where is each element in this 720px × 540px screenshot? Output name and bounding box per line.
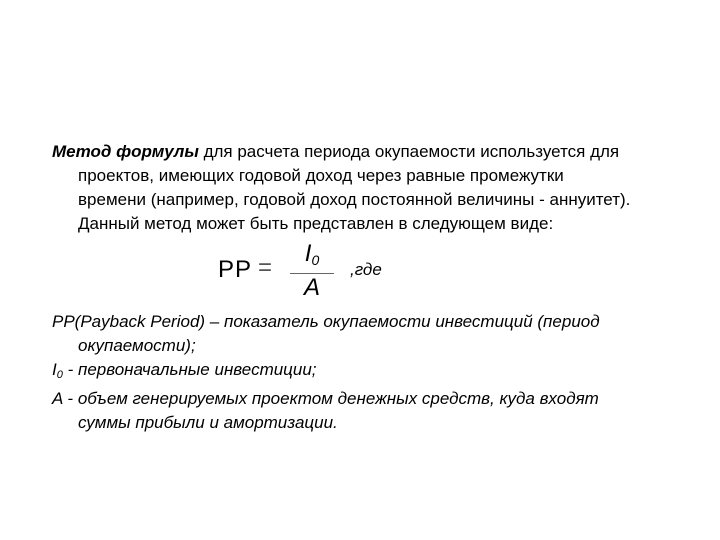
formula-equals: = bbox=[258, 254, 273, 281]
intro-line-2: проектов, имеющих годовой доход через равные промежутки bbox=[78, 166, 564, 185]
intro-line-3: времени (например, годовой доход постоянной величины - аннуитет). bbox=[78, 190, 631, 209]
def-a-line-1: A - объем генерируемых проектом денежных средств, куда входят bbox=[52, 389, 599, 408]
formula-numerator-subscript: 0 bbox=[311, 252, 320, 268]
intro-line-1 bbox=[52, 140, 692, 164]
definitions-list bbox=[52, 310, 692, 435]
def-a-line-2: суммы прибыли и амортизации. bbox=[78, 413, 338, 432]
formula-numerator bbox=[288, 240, 336, 268]
intro-line-1-rest: для расчета периода окупаемости используется для bbox=[198, 142, 620, 161]
formula-numerator-letter: I bbox=[304, 240, 312, 267]
def-pp-line-1: PP(Payback Period) – показатель окупаемости инвестиций (период bbox=[52, 312, 600, 331]
formula-where-label: ,где bbox=[350, 260, 382, 279]
method-title: Метод формулы bbox=[52, 142, 199, 161]
intro-line-4: Данный метод может быть представлен в следующем виде: bbox=[78, 214, 554, 233]
def-i0 bbox=[52, 358, 692, 387]
def-pp-line-2: окупаемости); bbox=[78, 336, 196, 355]
def-i0-text: - первоначальные инвестиции; bbox=[62, 360, 317, 379]
def-i0-letter: I bbox=[52, 360, 57, 379]
formula-denominator: A bbox=[303, 274, 320, 301]
formula-lhs: PP bbox=[218, 256, 253, 283]
def-i0-subscript: 0 bbox=[56, 369, 63, 381]
payback-formula bbox=[218, 240, 418, 306]
intro-paragraph bbox=[52, 140, 692, 236]
